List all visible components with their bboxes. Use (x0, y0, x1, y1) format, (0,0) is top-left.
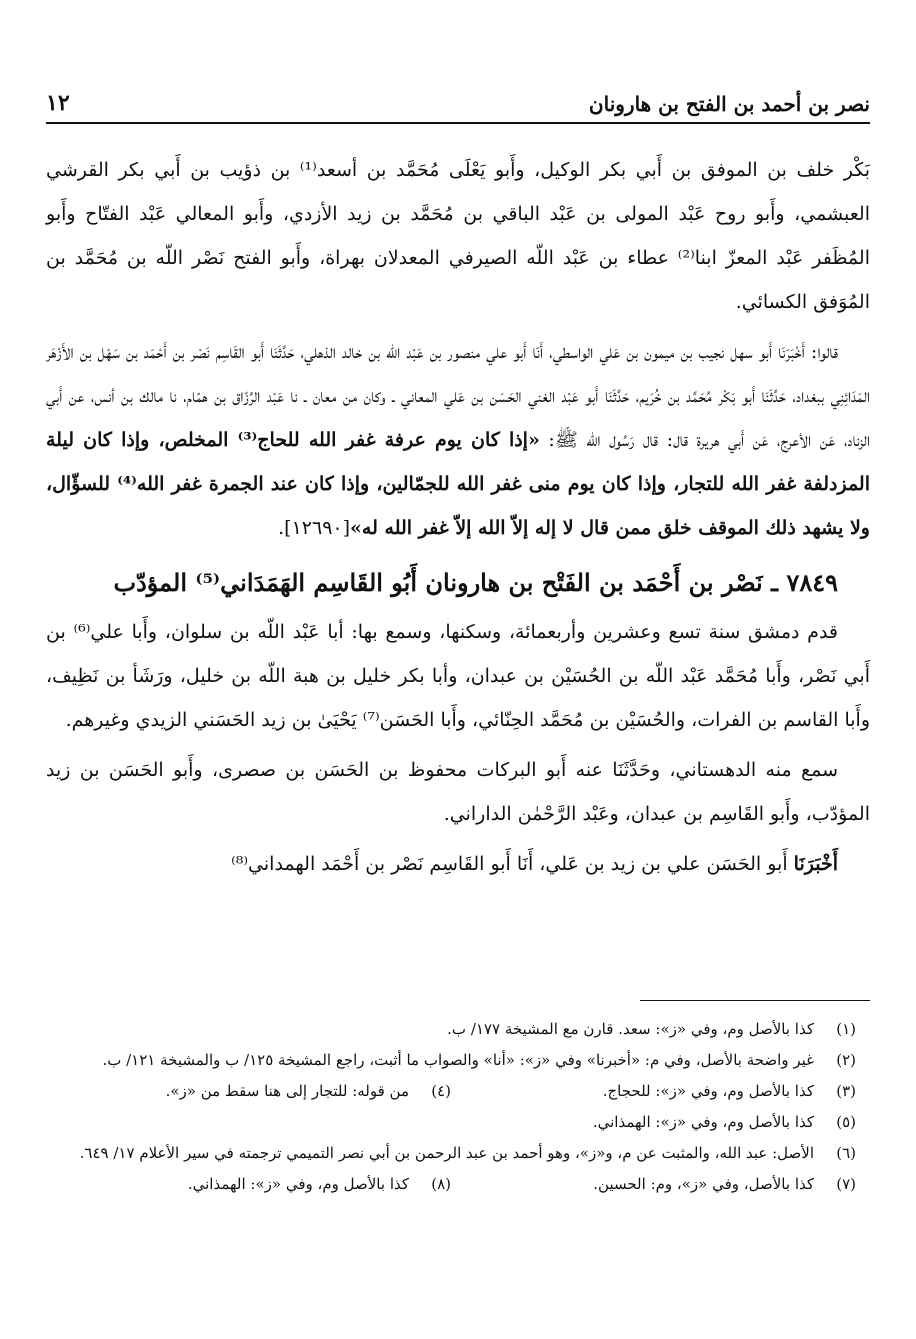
footnote-row-3-4 (46, 1076, 856, 1107)
paragraph-5-text: أَبو الحَسَن علي بن زيد بن عَلي، أَنَا أَبو القَاسِم نَصْر بن أَحْمَد الهمداني⁽⁸⁾ (231, 853, 794, 875)
footnote-number: (٧) (836, 1175, 856, 1193)
footnote-text: كذا بالأصل وم، وفي «ز»: سعد. قارن مع المشيخة ١٧٧/ ب. (447, 1020, 814, 1038)
hadith-reference: [١٢٦٩٠]. (278, 517, 351, 539)
hadith-chain: قالوا: أَخْبَرَنَا أَبو سهل نجيب بن ميمون بن عَلي الواسطي، أَنَا أَبو علي منصور بن عَبْد اللّه بن خالد الذهلي، حَدَّثَنَا أَبو القَاسِم نَصْر بن أَحْمَد بن سَهْل بن الأَزْهَر المَدَائِنِي ببغداد، حَدَّثَنَا أَبو بَكْر مُحَمَّد بن خُرَيم، حَدَّثَنَا أَبو عَبْد الغني الحَسَن بن عَلي المعاني ـ وكان من معان ـ نا عَبْد الرَّزّاق بن همّام، نا مالك بن أنس، عن أَبي الزناد، عَن الأعرج، عَن أَبي هريرة قال: قال رَسُول اللّه ﷺ: (46, 341, 870, 451)
footnote-number: (١) (836, 1020, 856, 1038)
footnote-8 (46, 1169, 451, 1200)
footnote-number: (٨) (431, 1175, 451, 1193)
footnote-6 (46, 1138, 856, 1169)
footnote-4 (46, 1076, 451, 1107)
footnote-7 (451, 1169, 856, 1200)
paragraph-1: بَكْر خلف بن الموفق بن أَبي بكر الوكيل، وأَبو يَعْلَى مُحَمَّد بن أسعد⁽¹⁾ بن ذؤيب بن أَبي بكر القرشي العبشمي، وأَبو روح عَبْد المولى بن عَبْد الباقي بن مُحَمَّد بن زيد الأزدي، وأَبو المعالي عَبْد الفتّاح وأَبو المُظَفر عَبْد المعزّ ابنا⁽²⁾ عطاء بن عَبْد اللّه الصيرفي المعدلان بهراة، وأَبو الفتح نَصْر اللّه بن مُحَمَّد بن المُوَفق الكسائي. (46, 159, 870, 313)
page-header (46, 84, 870, 124)
paragraph-4: سمع منه الدهستاني، وحَدَّثَنَا عنه أَبو البركات محفوظ بن الحَسَن بن صصرى، وأَبو الحَسَن بن زيد المؤدّب، وأَبو القَاسِم بن عبدان، وعَبْد الرَّحْمٰن الداراني. (46, 759, 870, 825)
footnote-divider (640, 1000, 870, 1001)
footnote-5 (46, 1107, 856, 1138)
paragraph-2 (46, 330, 870, 550)
footnote-number: (٢) (836, 1051, 856, 1069)
footnote-text: كذا بالأصل، وفي «ز»، وم: الحسين. (593, 1175, 814, 1193)
akhbarana-word: أَخْبَرَنَا (793, 853, 838, 875)
hadith-text: «إذا كان يوم عرفة غفر الله للحاج⁽³⁾ المخلص، وإذا كان ليلة المزدلفة غفر الله للتجار، وإذا كان يوم منى غفر الله للجمّالين، وإذا كان عند الجمرة غفر الله⁽⁴⁾ للسؤّال، ولا يشهد ذلك الموقف خلق ممن قال لا إله إلاّ الله إلاّ غفر الله له» (46, 429, 871, 539)
footnote-text: غير واضحة بالأصل، وفي م: «أخبرنا» وفي «ز»: «أنا» والصواب ما أثبت، راجع المشيخة ١٢٥/ ب والمشيخة ١٢١/ ب. (102, 1051, 814, 1069)
footnote-number: (٤) (431, 1082, 451, 1100)
footnote-text: من قوله: للتجار إلى هنا سقط من «ز». (165, 1082, 409, 1100)
footnote-number: (٥) (836, 1113, 856, 1131)
footnote-2 (46, 1045, 856, 1076)
paragraph-5 (46, 842, 870, 886)
footnote-3 (451, 1076, 856, 1107)
entry-title: ٧٨٤٩ ـ نَصْر بن أَحْمَد بن الفَتْح بن هارونان أَبُو القَاسِم الهَمَدَاني⁽⁵⁾ المؤدّب (113, 568, 838, 597)
footnote-number: (٣) (836, 1082, 856, 1100)
footnote-text: كذا بالأصل وم، وفي «ز»: الهمذاني. (592, 1113, 814, 1131)
footnote-text: كذا بالأصل وم، وفي «ز»: الهمذاني. (187, 1175, 409, 1193)
footnote-number: (٦) (836, 1144, 856, 1162)
main-text (46, 148, 870, 892)
paragraph-3: قدم دمشق سنة تسع وعشرين وأربعمائة، وسكنها، وسمع بها: أبا عَبْد اللّه بن سلوان، وأَبا علي⁽⁶⁾ بن أَبي نَصْر، وأَبا مُحَمَّد عَبْد اللّه بن الحُسَيْن بن عبدان، وأبا بكر خليل بن هبة اللّه بن خليل، ورَشَأ بن نَظِيف، وأَبا القاسم بن الفرات، والحُسَيْن بن مُحَمَّد الحِنّائي، وأَبا الحَسَن⁽⁷⁾ يَحْيَىٰ بن زيد الحَسَني الزيدي وغيرهم. (46, 621, 870, 731)
footnote-1 (46, 1014, 856, 1045)
page-number: ١٢ (46, 90, 70, 116)
footnote-text: الأصل: عبد الله، والمثبت عن م، و«ز»، وهو أحمد بن عبد الرحمن بن أبي نصر التميمي ترجمته في سير الأعلام ١٧/ ٦٤٩. (79, 1144, 814, 1162)
running-head: نصر بن أحمد بن الفتح بن هارونان (588, 92, 870, 116)
footnote-text: كذا بالأصل وم، وفي «ز»: للحجاج. (602, 1082, 814, 1100)
footnotes (46, 1014, 856, 1200)
footnote-row-7-8 (46, 1169, 856, 1200)
